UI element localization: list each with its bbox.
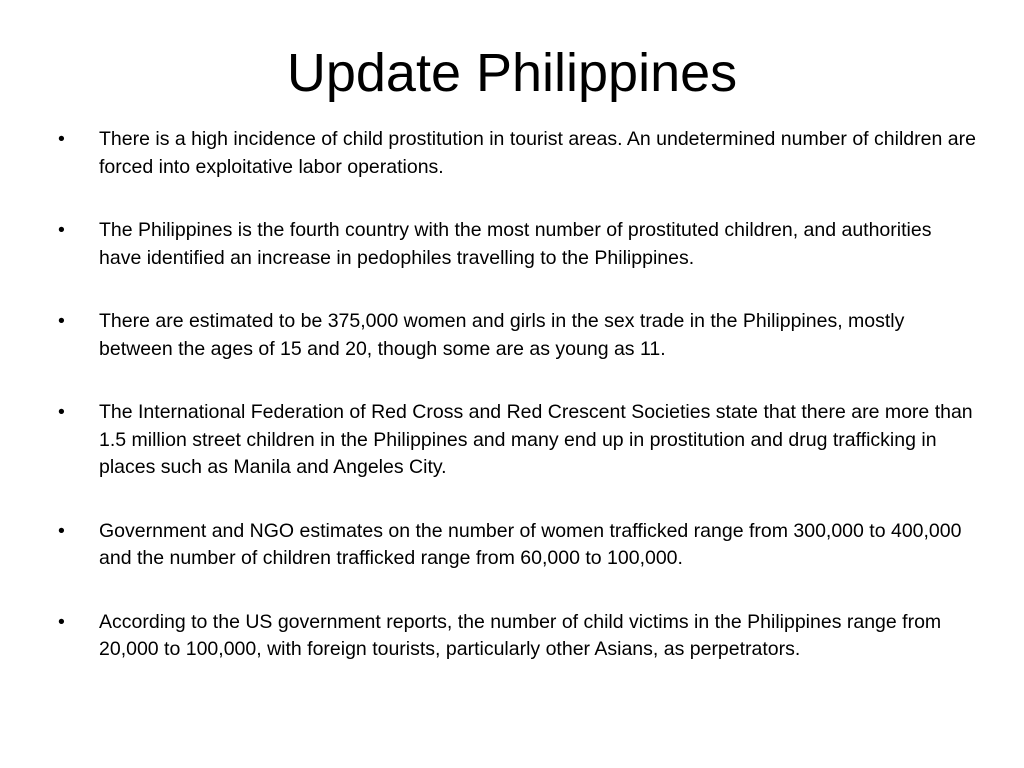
bullet-item: [58, 126, 978, 181]
bullet-item: [58, 308, 978, 363]
bullet-icon: •: [58, 310, 65, 332]
bullet-text: The Philippines is the fourth country with the most number of prostituted children, and authorities have identified an increase in pedophiles travelling to the Philippines.: [99, 219, 932, 269]
bullet-item: [58, 518, 978, 573]
bullet-text: There is a high incidence of child prostitution in tourist areas. An undetermined number of children are forced into exploitative labor operations.: [99, 128, 976, 178]
bullet-text: There are estimated to be 375,000 women and girls in the sex trade in the Philippines, mostly between the ages of 15 and 20, though some are as young as 11.: [99, 310, 905, 360]
bullet-icon: •: [58, 610, 65, 633]
bullet-icon: •: [58, 128, 65, 150]
bullet-icon: •: [58, 519, 65, 542]
bullet-icon: •: [58, 219, 65, 241]
slide-title: Update Philippines: [286, 43, 738, 103]
bullet-icon: •: [58, 401, 65, 423]
bullet-list: [58, 126, 978, 664]
bullet-text: According to the US government reports, the number of child victims in the Philippines range from 20,000 to 100,000, with foreign tourists, particularly other Asians, as perpetrators.: [99, 610, 942, 660]
bullet-text: Government and NGO estimates on the number of women trafficked range from 300,000 to 400,000 and the number of children trafficked range from 60,000 to 100,000.: [99, 519, 962, 569]
bullet-item: [58, 609, 978, 664]
bullet-item: [58, 399, 978, 482]
bullet-text: The International Federation of Red Cross and Red Crescent Societies state that there are more than 1.5 million street children in the Philippines and many end up in prostitution and drug trafficking in places such as Manila and Angeles City.: [99, 401, 973, 478]
bullet-item: [58, 217, 978, 272]
